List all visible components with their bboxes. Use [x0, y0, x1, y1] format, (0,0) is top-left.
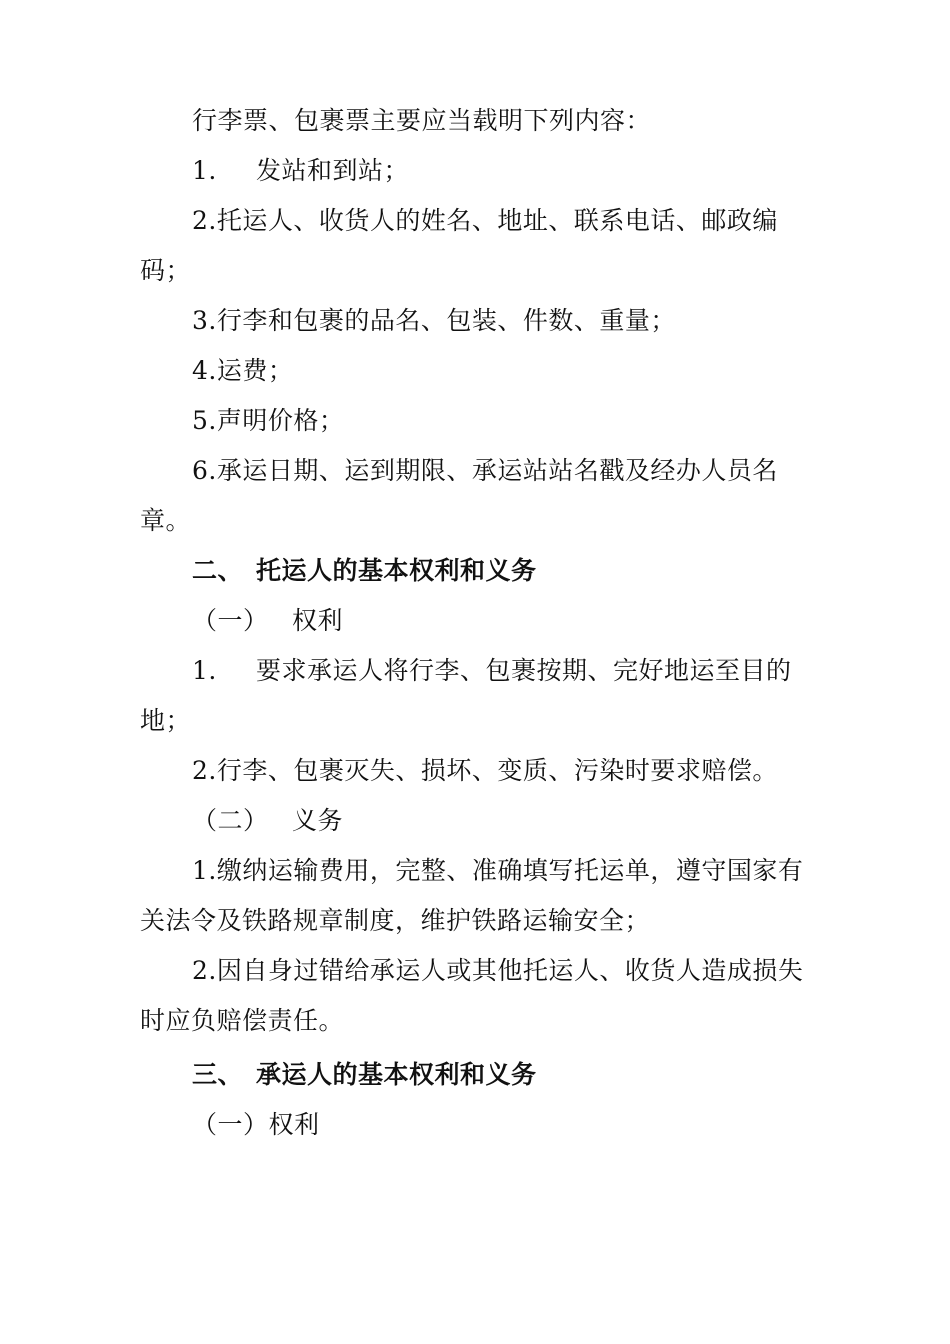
- obligations-item-1-continued: 关法令及铁路规章制度，维护铁路运输安全；: [140, 906, 651, 935]
- list-text: 要求承运人将行李、包裹按期、完好地运至目的: [256, 656, 792, 685]
- subsection-heading-rights: [192, 604, 343, 638]
- subsection-heading-carrier-rights: （一）权利: [192, 1110, 320, 1139]
- subsection-number: （二）: [192, 806, 269, 835]
- list-item-2: 2.托运人、收货人的姓名、地址、联系电话、邮政编: [192, 206, 778, 235]
- list-item-5: 5.声明价格；: [192, 406, 345, 435]
- list-item-3: 3.行李和包裹的品名、包装、件数、重量；: [192, 306, 676, 335]
- heading-text: 托运人的基本权利和义务: [256, 556, 537, 585]
- rights-item-2: 2.行李、包裹灭失、损坏、变质、污染时要求赔偿。: [192, 756, 778, 785]
- list-number: 1.: [192, 156, 217, 185]
- subsection-text: 义务: [292, 806, 344, 835]
- list-item-1: [192, 154, 409, 188]
- list-item-4: 4.运费；: [192, 356, 294, 385]
- rights-item-1-continued: 地；: [140, 706, 192, 735]
- heading-number: 三、: [192, 1060, 244, 1089]
- subsection-text: 权利: [292, 606, 344, 635]
- subsection-number: （一）: [192, 606, 269, 635]
- section-heading-2: [192, 554, 537, 588]
- obligations-item-2: 2.因自身过错给承运人或其他托运人、收货人造成损失: [192, 956, 804, 985]
- heading-text: 承运人的基本权利和义务: [256, 1060, 537, 1089]
- list-item-2-continued: 码；: [140, 256, 192, 285]
- subsection-heading-obligations: [192, 804, 343, 838]
- list-item-6: 6.承运日期、运到期限、承运站站名戳及经办人员名: [192, 456, 778, 485]
- rights-item-1: [192, 654, 792, 688]
- heading-number: 二、: [192, 556, 244, 585]
- obligations-item-2-continued: 时应负赔偿责任。: [140, 1006, 345, 1035]
- intro-line: 行李票、包裹票主要应当载明下列内容：: [192, 106, 652, 135]
- section-heading-3: [192, 1058, 537, 1092]
- list-text: 发站和到站；: [256, 156, 410, 185]
- list-item-6-continued: 章。: [140, 506, 192, 535]
- obligations-item-1: 1.缴纳运输费用，完整、准确填写托运单，遵守国家有: [192, 856, 804, 885]
- list-number: 1.: [192, 656, 217, 685]
